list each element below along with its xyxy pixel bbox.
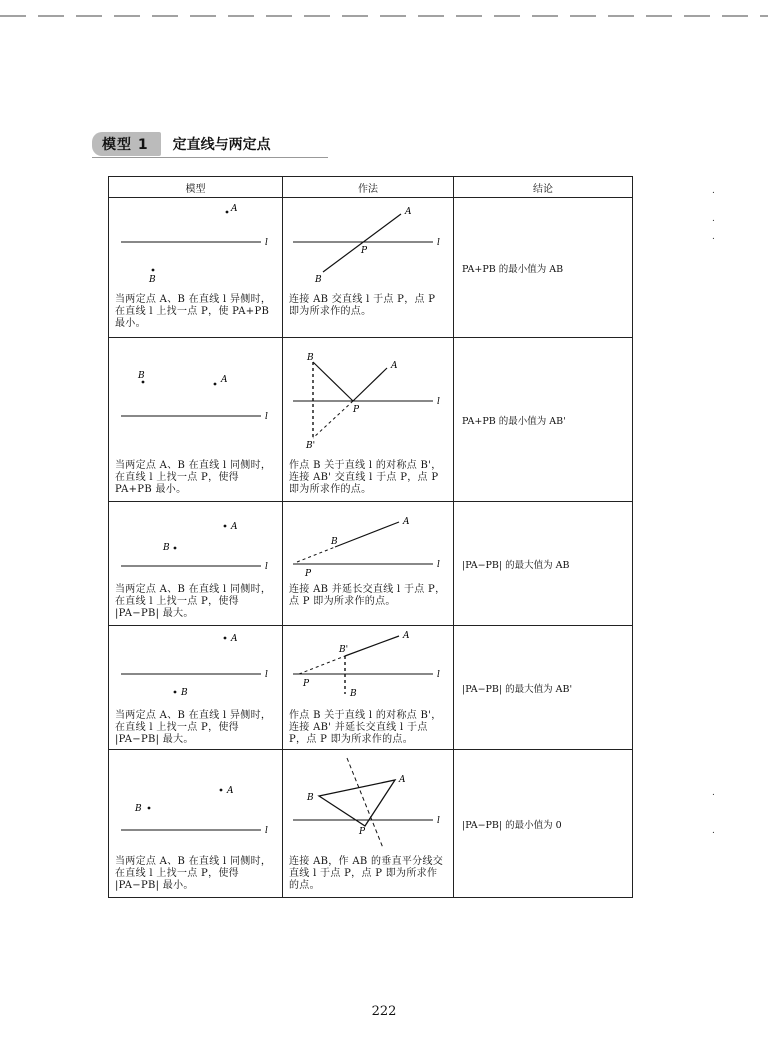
- row2-model-figure: [109, 338, 281, 460]
- row5-method-cell: [283, 750, 454, 898]
- label-A: A: [405, 207, 412, 217]
- label-B: B: [149, 275, 156, 285]
- label-A: A: [231, 204, 238, 214]
- row2-method-cell: [283, 338, 454, 502]
- table-row: [109, 198, 633, 338]
- label-B: B: [135, 804, 142, 814]
- label-P: P: [305, 569, 312, 579]
- label-l: l: [437, 397, 440, 407]
- label-A: A: [399, 775, 406, 785]
- row1-model-figure: [109, 198, 281, 294]
- table-header-row: [109, 177, 633, 198]
- header-conclusion: 结论: [454, 177, 633, 198]
- label-P: P: [353, 405, 360, 415]
- model-badge: 模型 1: [92, 132, 161, 156]
- label-B: B: [163, 543, 170, 553]
- label-Bprime: B': [306, 441, 316, 451]
- model-table: [108, 176, 633, 898]
- section-title: 定直线与两定点: [172, 137, 271, 153]
- row4-model-text: 当两定点 A、B 在直线 l 异侧时，在直线 l 上找一点 P，使得 |PA−PB| 最大。: [115, 710, 272, 745]
- label-B: B: [307, 353, 314, 363]
- label-l: l: [437, 560, 440, 570]
- row3-conclusion: |PA−PB| 的最大值为 AB: [454, 502, 633, 626]
- table-row: [109, 502, 633, 626]
- label-A: A: [231, 634, 238, 644]
- scan-mark: .: [712, 214, 715, 224]
- row3-model-text: 当两定点 A、B 在直线 l 同侧时，在直线 l 上找一点 P，使得 |PA−PB| 最大。: [115, 584, 272, 619]
- row1-method-figure: [283, 198, 453, 294]
- row1-model-cell: [109, 198, 283, 338]
- row1-method-cell: [283, 198, 454, 338]
- label-B: B: [315, 275, 322, 285]
- label-A: A: [391, 361, 398, 371]
- row1-method-text: 连接 AB 交直线 l 于点 P，点 P 即为所求作的点。: [289, 294, 436, 317]
- header-method: 作法: [283, 177, 454, 198]
- row5-method-figure: [283, 750, 453, 856]
- label-B: B: [331, 537, 338, 547]
- row4-model-cell: [109, 626, 283, 750]
- label-l: l: [265, 412, 268, 422]
- label-A: A: [227, 786, 234, 796]
- heading-underline: [92, 157, 328, 158]
- row4-method-figure: [283, 626, 453, 710]
- page-number: 222: [371, 1004, 397, 1019]
- label-Bprime: B': [339, 645, 349, 655]
- label-l: l: [437, 238, 440, 248]
- row2-conclusion: PA+PB 的最小值为 AB': [454, 338, 633, 502]
- label-P: P: [359, 827, 366, 837]
- row3-method-text: 连接 AB 并延长交直线 l 于点 P，点 P 即为所求作的点。: [289, 584, 446, 607]
- label-l: l: [265, 562, 268, 572]
- label-l: l: [265, 670, 268, 680]
- header-model: 模型: [109, 177, 283, 198]
- row5-model-text: 当两定点 A、B 在直线 l 同侧时，在直线 l 上找一点 P，使得 |PA−PB| 最小。: [115, 856, 272, 891]
- label-B: B: [307, 793, 314, 803]
- row2-method-text: 作点 B 关于直线 l 的对称点 B'，连接 AB' 交直线 l 于点 P，点 P 即为所求作的点。: [289, 460, 442, 495]
- row5-conclusion: |PA−PB| 的最小值为 0: [454, 750, 633, 898]
- label-l: l: [437, 670, 440, 680]
- row5-model-cell: [109, 750, 283, 898]
- table-row: [109, 338, 633, 502]
- row2-model-text: 当两定点 A、B 在直线 l 同侧时，在直线 l 上找一点 P，使得 PA+PB 最小。: [115, 460, 272, 495]
- row5-model-figure: [109, 750, 281, 856]
- label-B: B: [350, 689, 357, 699]
- label-A: A: [221, 375, 228, 385]
- label-l: l: [265, 238, 268, 248]
- label-P: P: [361, 246, 368, 256]
- label-l: l: [437, 816, 440, 826]
- scan-mark: .: [712, 788, 715, 798]
- top-dashed-border: [0, 0, 768, 22]
- row5-method-text: 连接 AB，作 AB 的垂直平分线交直线 l 于点 P，点 P 即为所求作的点。: [289, 856, 444, 891]
- scan-mark: .: [712, 186, 715, 196]
- table-row: [109, 750, 633, 898]
- label-P: P: [303, 679, 310, 689]
- row4-model-figure: [109, 626, 281, 710]
- row1-conclusion: PA+PB 的最小值为 AB: [454, 198, 633, 338]
- row1-model-text: 当两定点 A、B 在直线 l 异侧时，在直线 l 上找一点 P，使 PA+PB 最小。: [115, 294, 272, 329]
- label-B: B: [138, 371, 145, 381]
- row3-model-cell: [109, 502, 283, 626]
- row4-conclusion: |PA−PB| 的最大值为 AB': [454, 626, 633, 750]
- section-heading: [92, 132, 271, 156]
- row3-model-figure: [109, 502, 281, 584]
- row3-method-cell: [283, 502, 454, 626]
- label-A: A: [403, 631, 410, 641]
- label-B: B: [181, 688, 188, 698]
- row3-method-figure: [283, 502, 453, 584]
- row4-method-text: 作点 B 关于直线 l 的对称点 B'，连接 AB' 并延长交直线 l 于点 P，点 P 即为所求作的点。: [289, 710, 442, 745]
- table-row: [109, 626, 633, 750]
- scan-mark: .: [712, 232, 715, 242]
- row2-model-cell: [109, 338, 283, 502]
- label-A: A: [231, 522, 238, 532]
- row2-method-figure: [283, 338, 453, 460]
- row4-method-cell: [283, 626, 454, 750]
- label-A: A: [403, 517, 410, 527]
- scan-mark: .: [712, 826, 715, 836]
- label-l: l: [265, 826, 268, 836]
